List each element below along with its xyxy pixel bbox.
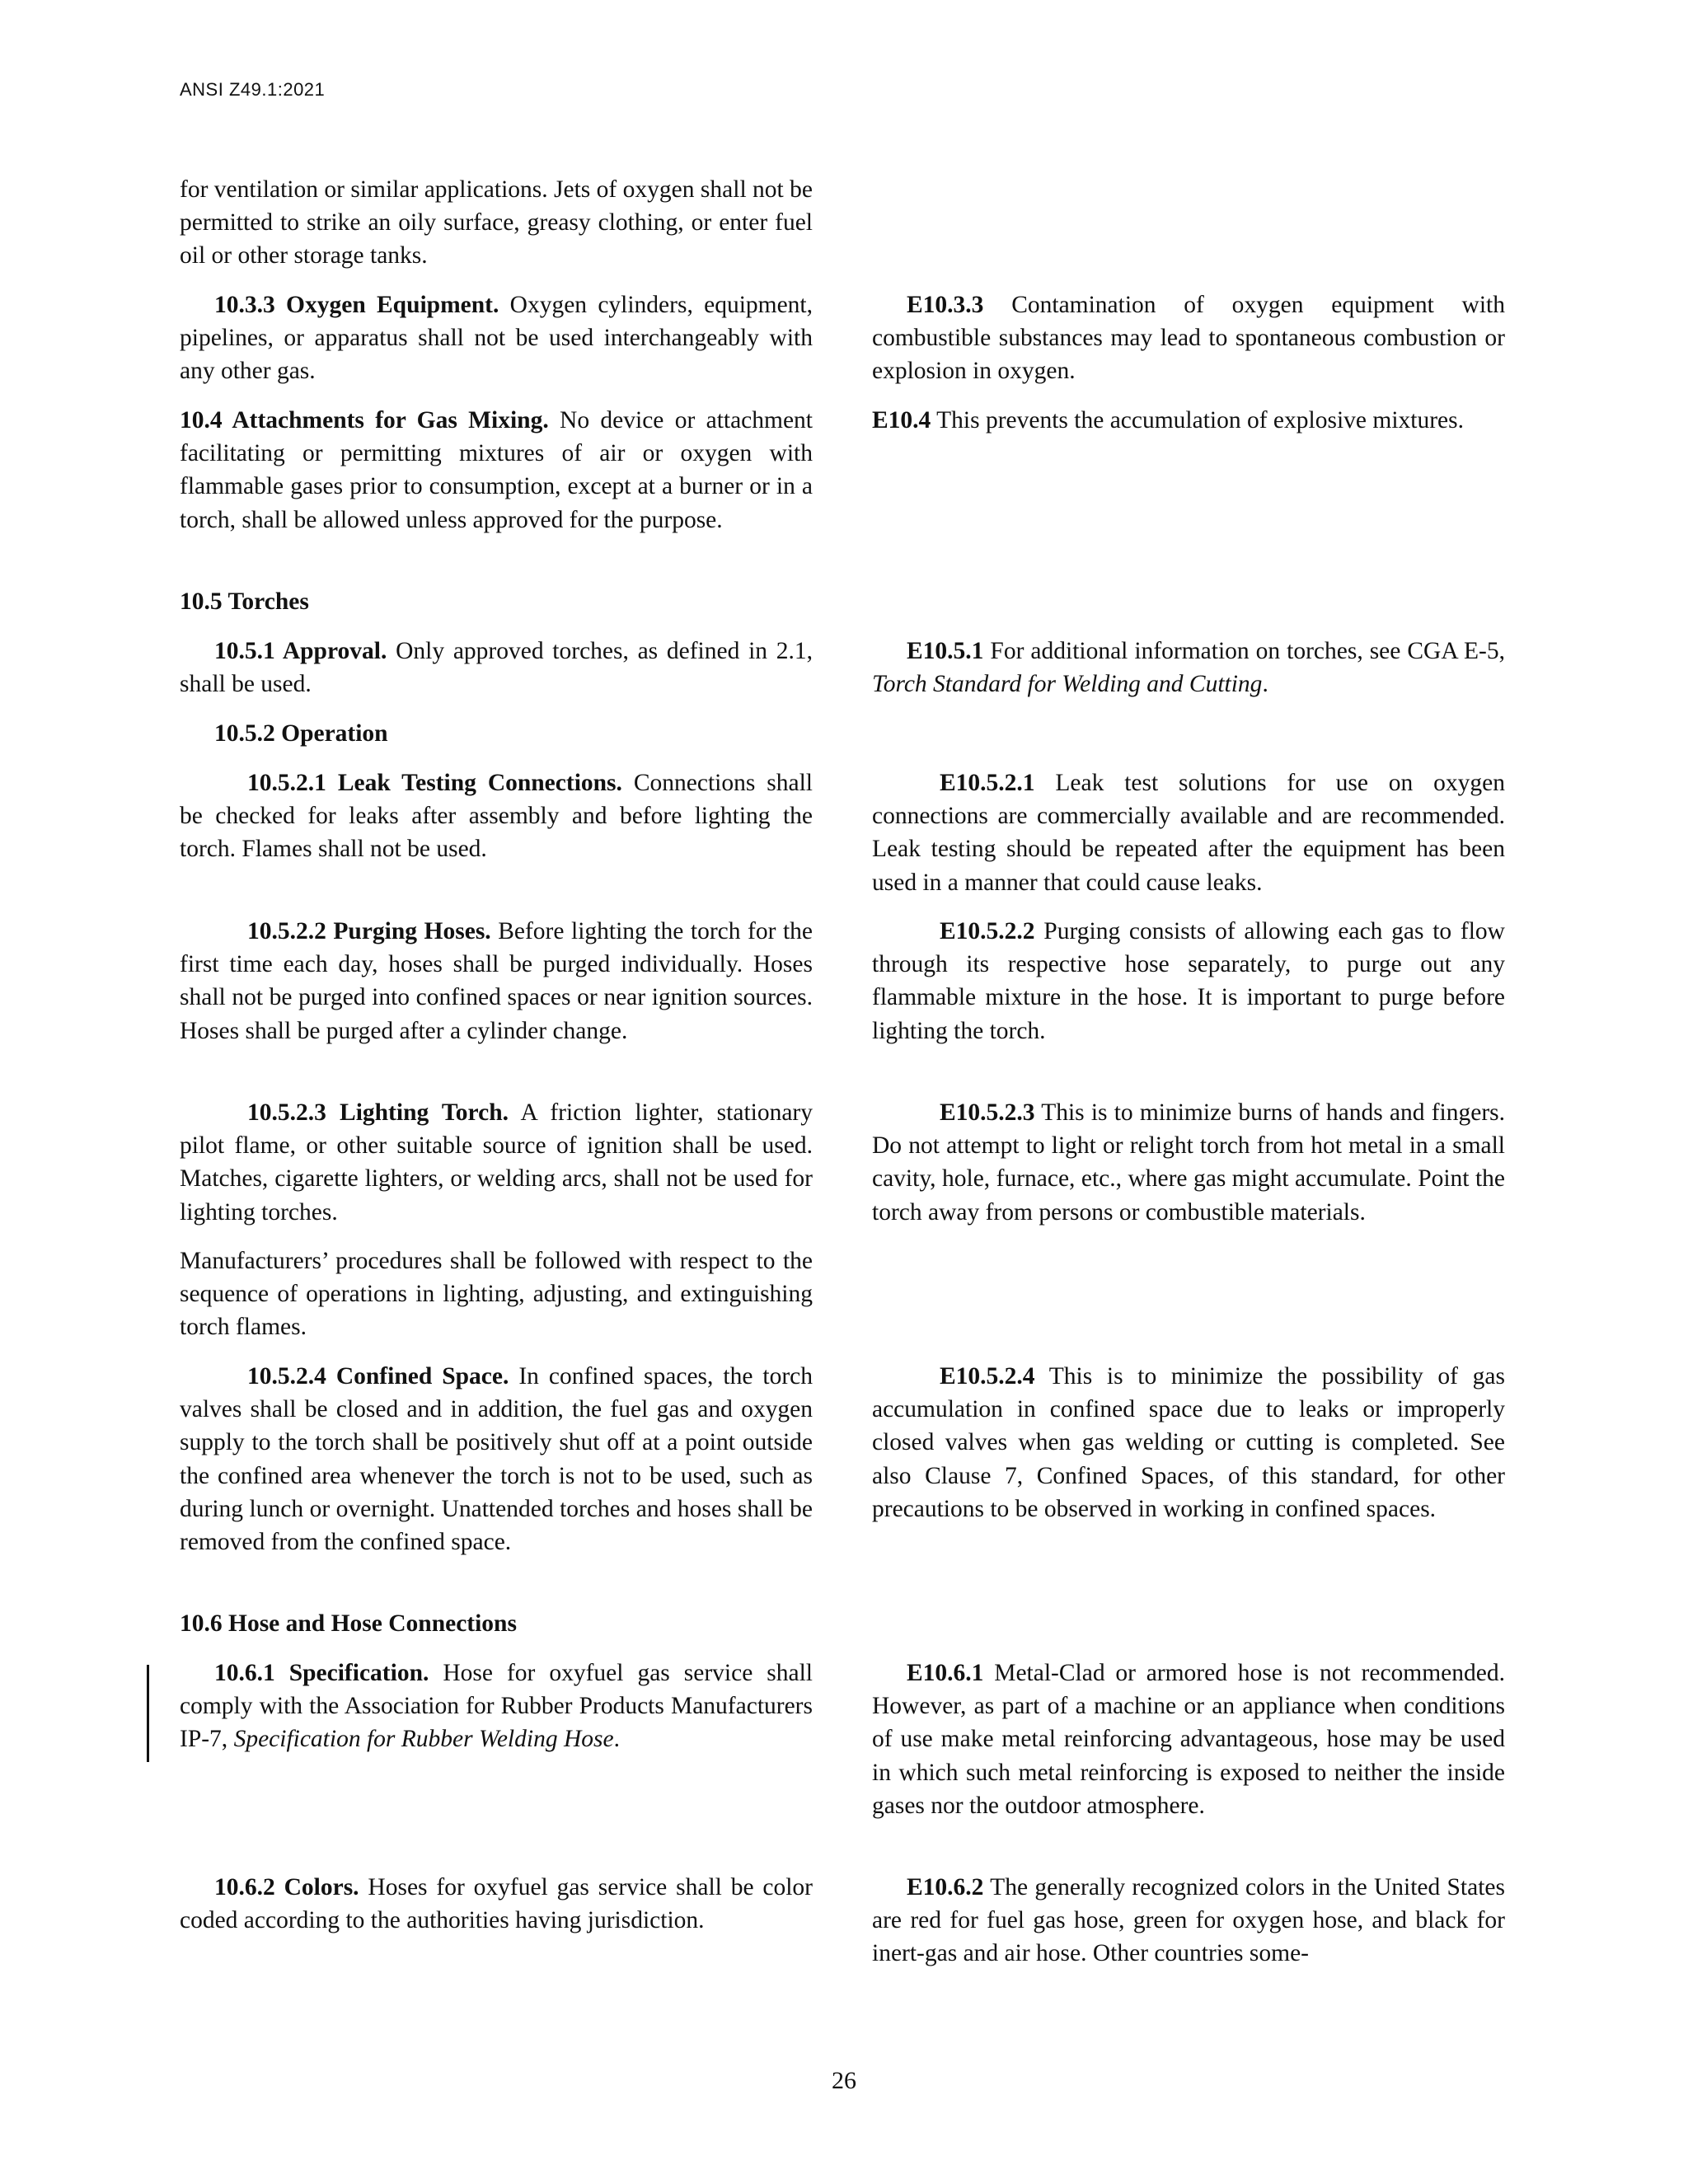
section-10-5-2-3-paragraph-2: Manufacturers’ procedures shall be followed with respect to the sequence of operations in lighting, adjusting, and extinguishing torch flames.: [180, 1248, 813, 1341]
continued-paragraph: for ventilation or similar applications. Jets of oxygen shall not be permitted to strike an oily surface, greasy clothing, or enter fuel oil or other storage tanks.: [180, 176, 813, 269]
note-e10-5-2-4: E10.5.2.4 This is to minimize the possibility of gas accumulation in confined space due to leaks or improperly closed valves when gas welding or cutting is completed. See also Clause 7, Confined Spaces, of this standard, for other precautions to be observed in working in confined spaces.: [872, 1363, 1505, 1522]
note-heading: E10.4: [872, 407, 931, 434]
note-e10-4: E10.4 This prevents the accumulation of explosive mixtures.: [872, 407, 1464, 434]
revision-change-bar: [147, 1665, 149, 1762]
note-e10-5-1: E10.5.1 For additional information on torches, see CGA E-5, Torch Standard for Welding and Cutting.: [872, 638, 1505, 698]
section-10-3-3: 10.3.3 Oxygen Equipment. Oxygen cylinders, equipment, pipelines, or apparatus shall not be used interchangeably with any other gas.: [180, 292, 814, 385]
section-10-5-2-2: 10.5.2.2 Purging Hoses. Before lighting the torch for the first time each day, hoses shall be purged individually. Hoses shall not be purged into confined spaces or near ignition sources. Hoses shall be purged after a cylinder change.: [180, 918, 813, 1044]
document-header: ANSI Z49.1:2021: [180, 79, 326, 100]
section-heading: 10.5.2.4 Confined Space.: [247, 1363, 509, 1390]
section-heading: 10.5.2.1 Leak Testing Connections.: [247, 770, 622, 796]
section-heading: 10.4 Attachments for Gas Mixing.: [180, 407, 549, 434]
note-heading: E10.6.2: [907, 1874, 984, 1900]
section-10-6-2: 10.6.2 Colors. Hoses for oxyfuel gas service shall be color coded according to the authorities having jurisdiction.: [180, 1874, 813, 1934]
note-heading: E10.3.3: [907, 292, 984, 318]
section-10-5-2-3: 10.5.2.3 Lighting Torch. A friction lighter, stationary pilot flame, or other suitable source of ignition shall be used. Matches, cigarette lighters, or welding arcs, shall not be used for lighting torches.: [180, 1099, 813, 1226]
section-heading: 10.5.2.2 Purging Hoses.: [247, 918, 491, 944]
note-e10-6-1: E10.6.1 Metal-Clad or armored hose is not recommended. However, as part of a machine or an appliance when conditions of use make metal reinforcing advantageous, hose may be used in which such metal reinforcing is exposed to neither the inside gases nor the outdoor atmosphere.: [872, 1660, 1505, 1819]
note-heading: E10.5.2.2: [940, 918, 1035, 944]
document-title-reference: Specification for Rubber Welding Hose: [233, 1726, 614, 1753]
document-title-reference: Torch Standard for Welding and Cutting: [872, 671, 1263, 698]
note-heading: E10.5.2.3: [940, 1099, 1035, 1126]
section-10-5-2-heading: 10.5.2 Operation: [214, 720, 388, 747]
note-heading: E10.5.2.4: [940, 1363, 1035, 1390]
note-e10-6-2: E10.6.2 The generally recognized colors in the United States are red for fuel gas hose, green for oxygen hose, and black for inert-gas and air hose. Other countries some-: [872, 1874, 1505, 1967]
note-heading: E10.6.1: [907, 1660, 984, 1686]
section-10-4: 10.4 Attachments for Gas Mixing. No device or attachment facilitating or permitting mixtures of air or oxygen with flammable gases prior to consumption, except at a burner or in a torch, shall be allowed unless approved for the purpose.: [180, 407, 814, 533]
section-10-5-heading: 10.5 Torches: [180, 588, 309, 615]
section-10-6-1: 10.6.1 Specification. Hose for oxyfuel gas service shall comply with the Association for Rubber Products Manufacturers IP-7, Specification for Rubber Welding Hose.: [180, 1660, 813, 1753]
section-heading: 10.6.1 Specification.: [214, 1660, 429, 1686]
section-heading: 10.5.2.3 Lighting Torch.: [247, 1099, 509, 1126]
section-10-5-2-1: 10.5.2.1 Leak Testing Connections. Connections shall be checked for leaks after assembly and before lighting the torch. Flames shall not be used.: [180, 770, 813, 863]
section-heading: 10.6.2 Colors.: [214, 1874, 359, 1900]
note-e10-3-3: E10.3.3 Contamination of oxygen equipment with combustible substances may lead to spontaneous combustion or explosion in oxygen.: [872, 292, 1505, 385]
section-10-6-heading: 10.6 Hose and Hose Connections: [180, 1610, 517, 1637]
section-10-5-2-4: 10.5.2.4 Confined Space. In confined spaces, the torch valves shall be closed and in addition, the fuel gas and oxygen supply to the torch shall be positively shut off at a point outside the confined area whenever the torch is not to be used, such as during lunch or overnight. Unattended torches and hoses shall be removed from the confined space.: [180, 1363, 813, 1556]
page-number: 26: [832, 2067, 856, 2094]
note-e10-5-2-2: E10.5.2.2 Purging consists of allowing each gas to flow through its respective hose separately, to purge out any flammable mixture in the hose. It is important to purge before lighting the torch.: [872, 918, 1505, 1044]
section-10-5-1: 10.5.1 Approval. Only approved torches, as defined in 2.1, shall be used.: [180, 638, 813, 698]
section-heading: 10.5.1 Approval.: [214, 638, 387, 664]
note-heading: E10.5.2.1: [940, 770, 1035, 796]
section-heading: 10.3.3 Oxygen Equipment.: [214, 292, 499, 318]
note-heading: E10.5.1: [907, 638, 984, 664]
note-e10-5-2-3: E10.5.2.3 This is to minimize burns of hands and fingers. Do not attempt to light or relight torch from hot metal in a small cavity, hole, furnace, etc., where gas might accumulate. Point the torch away from persons or combustible materials.: [872, 1099, 1505, 1226]
note-e10-5-2-1: E10.5.2.1 Leak test solutions for use on oxygen connections are commercially available and are recommended. Leak testing should be repeated after the equipment has been used in a manner that could cause leaks.: [872, 770, 1505, 896]
